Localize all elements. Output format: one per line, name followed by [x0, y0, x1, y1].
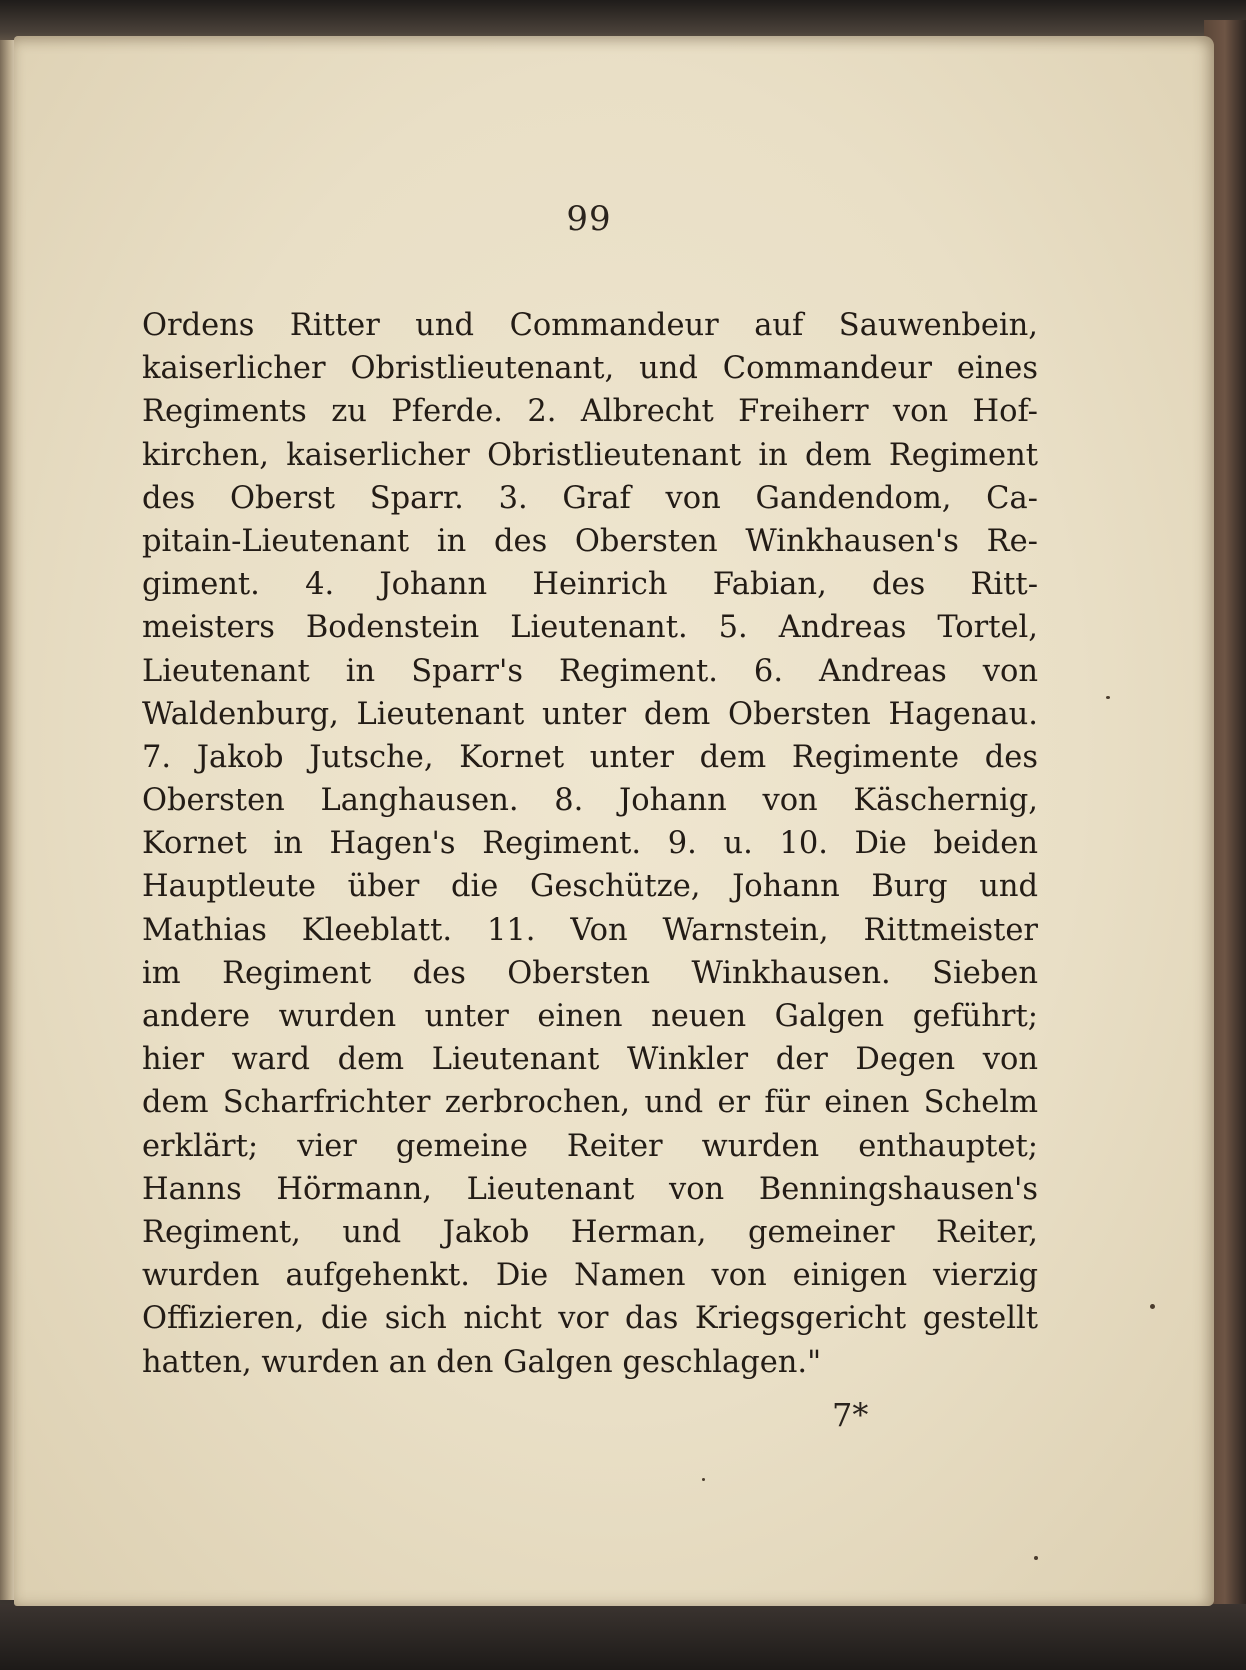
text-line: Lieutenant in Sparr's Regiment. 6. Andreas von [142, 653, 1038, 689]
text-line: Regiments zu Pferde. 2. Albrecht Freiherr von Hof- [142, 394, 1038, 430]
text-line: Hanns Hörmann, Lieutenant von Benningshausen's [142, 1171, 1038, 1207]
text-line: hier ward dem Lieutenant Winkler der Degen von [142, 1042, 1038, 1078]
text-line: im Regiment des Obersten Winkhausen. Sieben [142, 955, 1038, 991]
text-line: giment. 4. Johann Heinrich Fabian, des Ritt- [142, 567, 1038, 603]
page-number: 99 [566, 199, 612, 239]
text-line: Waldenburg, Lieutenant unter dem Obersten Hagenau. [142, 696, 1038, 732]
text-line: Mathias Kleeblatt. 11. Von Warnstein, Rittmeister [142, 912, 1038, 948]
paper-speck [1150, 1304, 1155, 1309]
book-page [14, 36, 1214, 1606]
text-line: 7. Jakob Jutsche, Kornet unter dem Regimente des [142, 739, 1038, 775]
paper-speck [1106, 696, 1110, 699]
text-line: wurden aufgehenkt. Die Namen von einigen vierzig [142, 1258, 1038, 1294]
text-line: hatten, wurden an den Galgen geschlagen." [142, 1344, 822, 1380]
book-bottom-edge [0, 1604, 1246, 1670]
text-line: meisters Bodenstein Lieutenant. 5. Andreas Tortel, [142, 610, 1038, 646]
body-text [142, 304, 1038, 1384]
text-line: kirchen, kaiserlicher Obristlieutenant in dem Regiment [142, 437, 1038, 473]
text-line: Regiment, und Jakob Herman, gemeiner Reiter, [142, 1214, 1038, 1250]
text-line: Obersten Langhausen. 8. Johann von Käschernig, [142, 783, 1038, 819]
text-line: Ordens Ritter und Commandeur auf Sauwenbein, [142, 308, 1038, 343]
text-line: des Oberst Sparr. 3. Graf von Gandendom, Ca- [142, 480, 1038, 516]
text-line: dem Scharfrichter zerbrochen, und er für einen Schelm [142, 1085, 1038, 1121]
paper-speck [702, 1478, 705, 1481]
text-line: Kornet in Hagen's Regiment. 9. u. 10. Die beiden [142, 826, 1038, 862]
text-line: erklärt; vier gemeine Reiter wurden enthauptet; [142, 1128, 1038, 1164]
paper-speck [1034, 1556, 1038, 1560]
text-line: kaiserlicher Obristlieutenant, und Commandeur eines [142, 351, 1038, 387]
text-line: andere wurden unter einen neuen Galgen geführt; [142, 999, 1038, 1034]
signature-mark: 7* [832, 1396, 869, 1434]
text-line: Hauptleute über die Geschütze, Johann Burg und [142, 869, 1038, 905]
text-line: pitain-Lieutenant in des Obersten Winkhausen's Re- [142, 523, 1038, 559]
text-line: Offizieren, die sich nicht vor das Kriegsgericht gestellt [142, 1301, 1038, 1337]
